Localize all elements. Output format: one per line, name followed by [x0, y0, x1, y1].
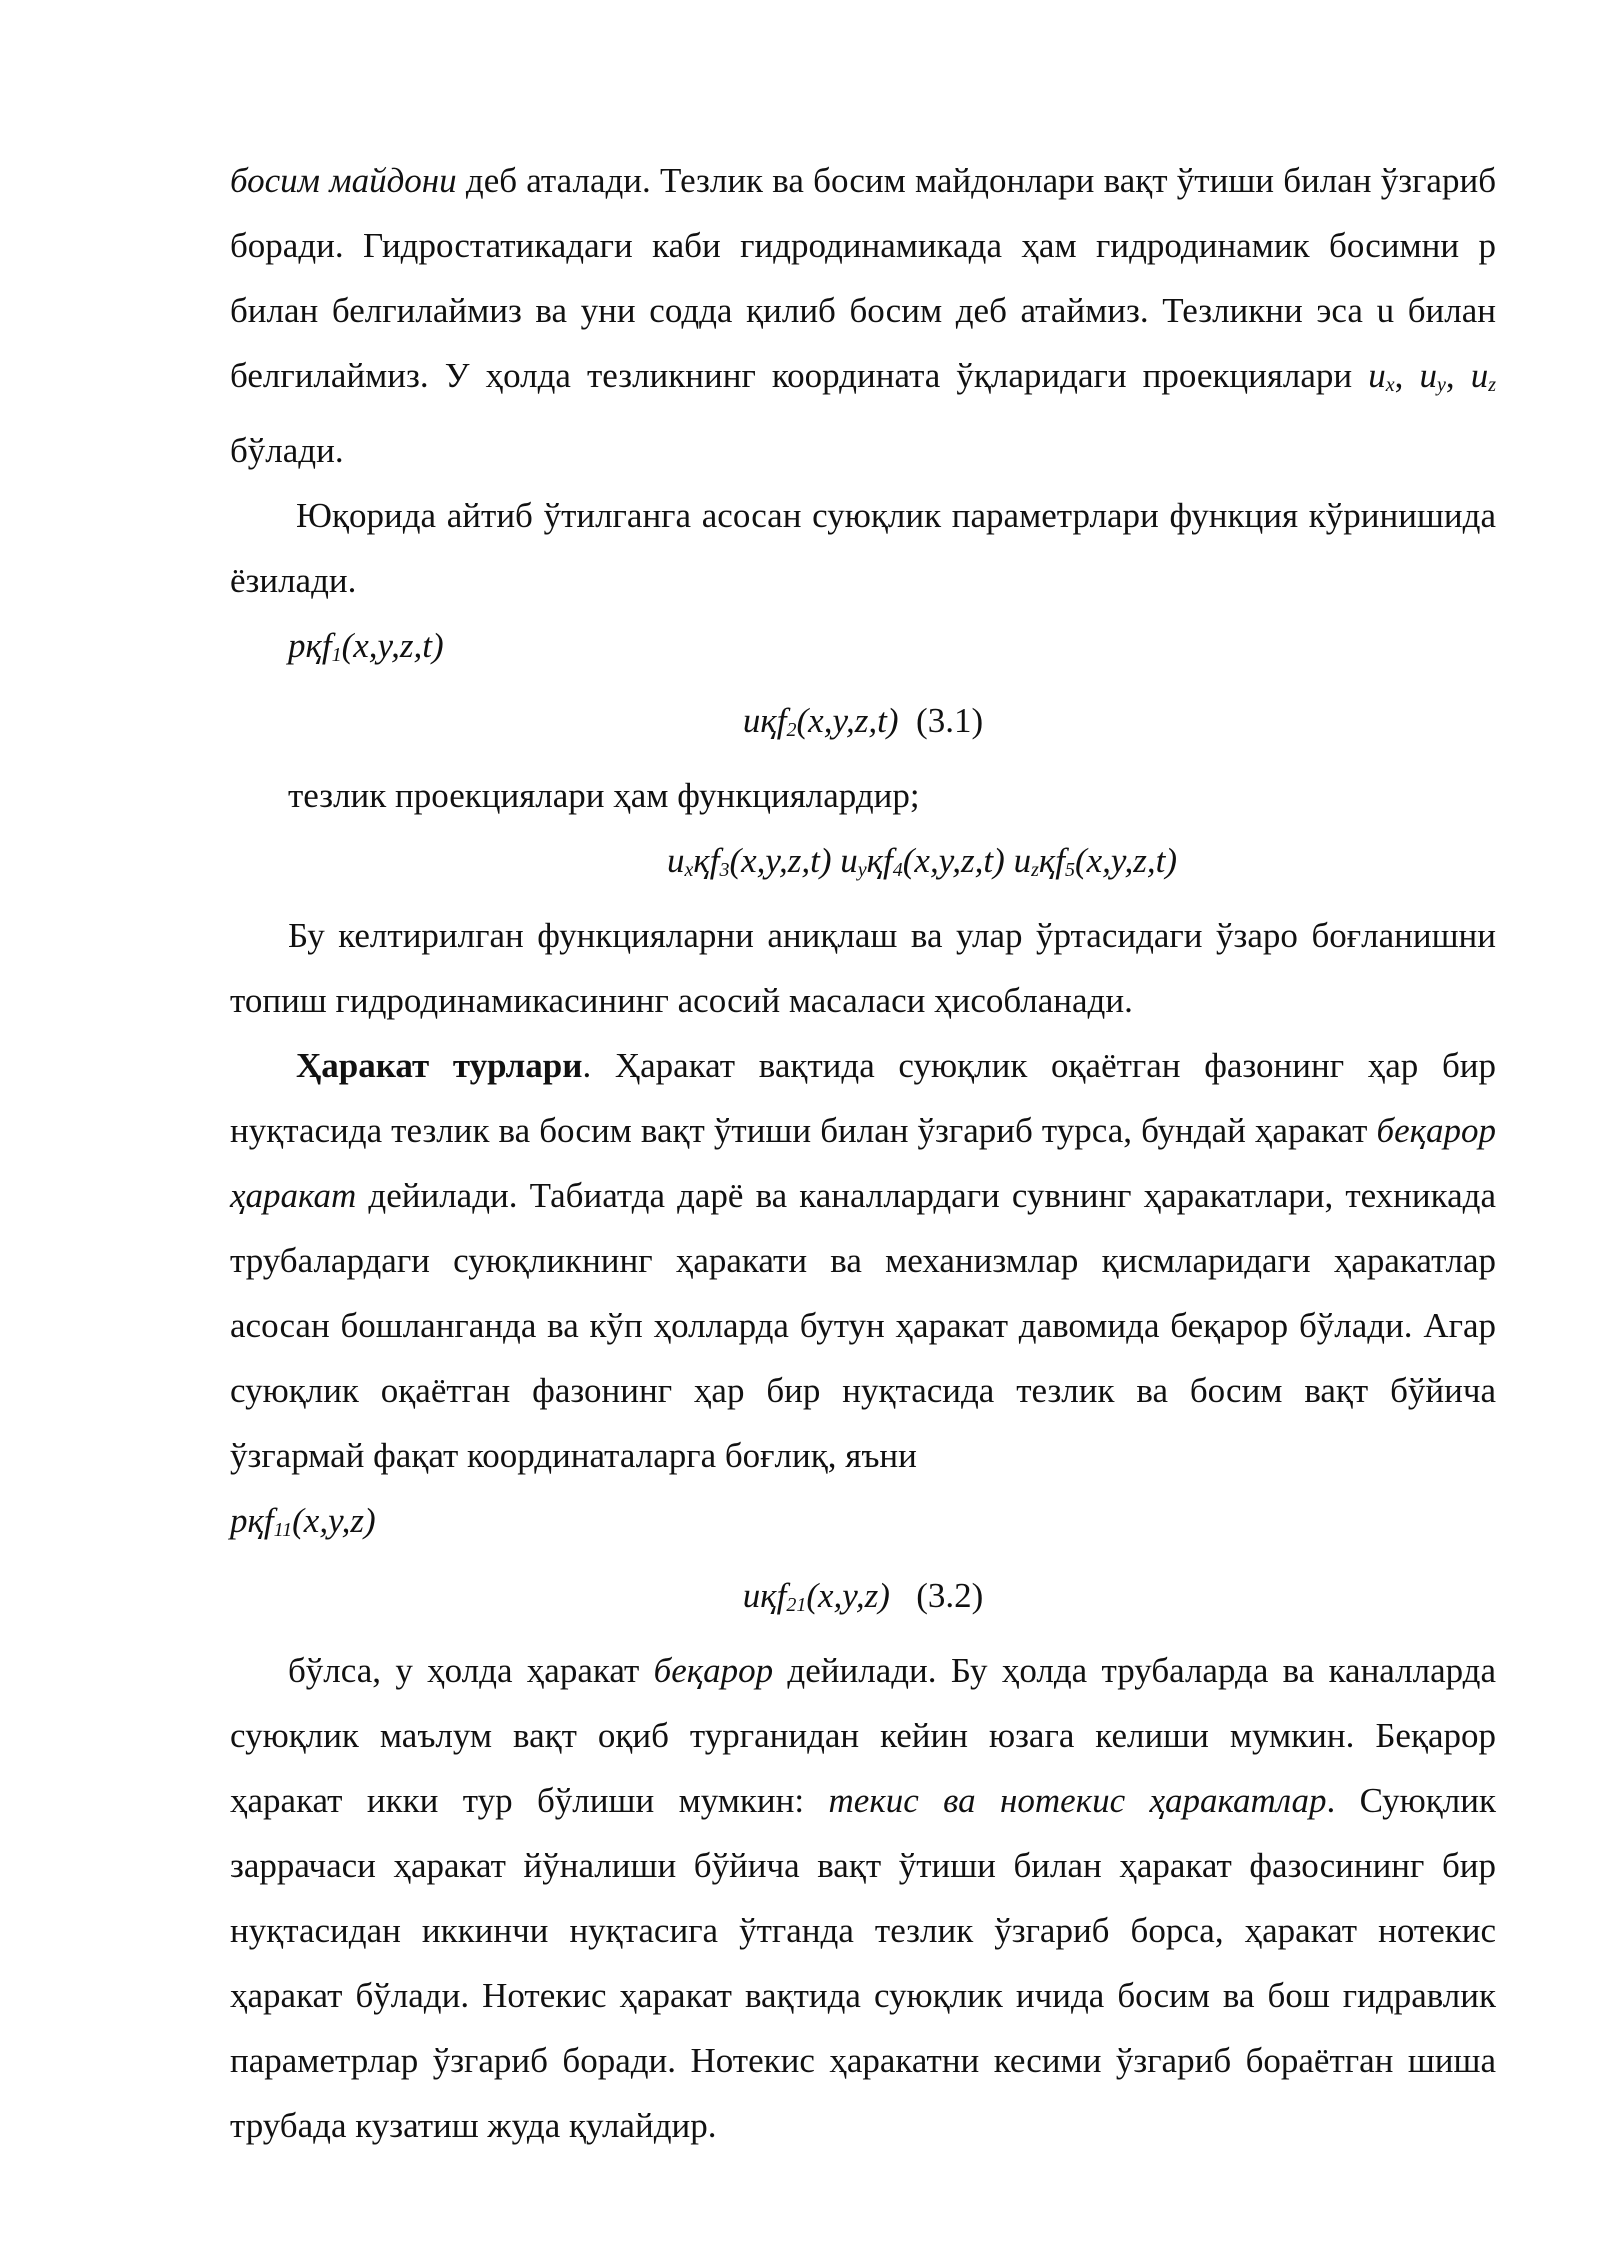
formula-text: қf [1038, 841, 1065, 880]
formula-projections [230, 828, 1496, 903]
term-pressure-field: босим майдони [230, 161, 457, 200]
formula-velocity-3-1 [230, 688, 1496, 763]
term-unsteady: беқарор [653, 1651, 774, 1690]
term-uniform-nonuniform: текис ва нотекис ҳаракатлар [828, 1781, 1327, 1820]
formula-text: uқf [742, 1576, 787, 1615]
paragraph-motion-types [230, 1033, 1496, 1488]
subscript: z [1031, 859, 1039, 881]
paragraph-steady-motion [230, 1638, 1496, 2158]
subscript: y [857, 859, 867, 881]
formula-args: (x,y,z) [292, 1501, 376, 1540]
symbol-u: u [1470, 356, 1489, 395]
paragraph-text: дейилади. Табиатда дарё ва каналлардаги сувнинг ҳаракатлари, техникада трубалардаги суюқликнинг ҳаракати ва механизмлар қисмларидаги ҳаракатлар асосан бошланганда ва кўп ҳолларда бутун ҳаракат давомида беқарор бўлади. Агар суюқлик оқаётган фазонинг ҳар бир нуқтасида тезлик ва босим вақт бўйича ўзгармай фақат координаталарга боғлиқ, яъни [230, 1176, 1496, 1475]
term-unsteady-motion: беқарор ҳаракат [230, 1111, 1496, 1215]
formula-args: (x,y,z,t) [341, 626, 444, 665]
formula-args: (x,y,z,t) [796, 701, 899, 740]
paragraph-text: деб аталади. Тезлик ва босим майдонлари вақт ўтиши билан ўзгариб боради. Гидростатикадаги каби гидродинамикада ҳам гидродинамик босимни р билан белгилаймиз ва уни содда қилиб босим деб атаймиз. Тезликни эса u билан белгилаймиз. У ҳолда тезликнинг координата ўқларидаги проекциялари [230, 161, 1497, 395]
section-heading: Ҳаракат турлари [296, 1046, 583, 1085]
subscript: 21 [786, 1594, 807, 1616]
paragraph-function-form: Юқорида айтиб ўтилганга асосан суюқлик параметрлари функция кўринишида ёзилади. [230, 496, 1496, 600]
paragraph-text: бўлади. [230, 431, 344, 470]
paragraph-pressure-field [230, 148, 1496, 483]
paragraph-main-task: Бу келтирилган функцияларни аниқлаш ва улар ўртасидаги ўзаро боғланишни топиш гидродинамикасининг асосий масаласи ҳисобланади. [230, 916, 1496, 1020]
subscript: z [1488, 374, 1497, 396]
formula-pressure-steady [230, 1488, 1496, 1563]
paragraph-text: бўлса, у ҳолда ҳаракат [288, 1651, 654, 1690]
document-page [230, 148, 1496, 2158]
subscript: 1 [331, 644, 342, 666]
formula-args: (x,y,z,t) [902, 841, 1014, 880]
subscript: 2 [786, 719, 797, 741]
formula-pressure [230, 613, 1496, 688]
formula-text: рқf [288, 626, 332, 665]
equation-number: (3.1) [898, 701, 984, 740]
symbol-u: u [1013, 841, 1032, 880]
separator: , [1394, 356, 1420, 395]
symbol-u: u [666, 841, 685, 880]
formula-args: (x,y,z) [806, 1576, 890, 1615]
subscript: 11 [273, 1519, 293, 1541]
subscript: 5 [1064, 859, 1075, 881]
paragraph-text: дейилади. Бу ҳолда трубаларда ва каналларда суюқлик маълум вақт оқиб турганидан кейин юзага келиши мумкин. Беқарор ҳаракат икки тур бўлиши мумкин: [230, 1651, 1496, 1820]
subscript: x [684, 859, 694, 881]
subscript: 3 [719, 859, 730, 881]
formula-text: қf [693, 841, 720, 880]
equation-number: (3.2) [889, 1576, 984, 1615]
formula-text: қf [866, 841, 893, 880]
subscript: y [1436, 374, 1446, 396]
paragraph-text: . Ҳаракат вақтида суюқлик оқаётган фазонинг ҳар бир нуқтасида тезлик ва босим вақт ўтиши билан ўзгариб турса, бундай ҳаракат [230, 1046, 1496, 1150]
paragraph-projections: тезлик проекциялари ҳам функциялардир; [288, 776, 920, 815]
separator: , [1445, 356, 1471, 395]
formula-text: рқf [230, 1501, 274, 1540]
subscript: x [1385, 374, 1395, 396]
symbol-u: u [1419, 356, 1437, 395]
formula-args: (x,y,z,t) [1074, 841, 1178, 880]
subscript: 4 [892, 859, 903, 881]
formula-text: uқf [742, 701, 787, 740]
symbol-u: u [1368, 356, 1386, 395]
symbol-u: u [840, 841, 858, 880]
formula-velocity-3-2 [230, 1563, 1496, 1638]
paragraph-text: . Суюқлик заррачаси ҳаракат йўналиши бўйича вақт ўтиши билан ҳаракат фазосининг бир нуқтасидан иккинчи нуқтасига ўтганда тезлик ўзгариб борса, ҳаракат нотекис ҳаракат бўлади. Нотекис ҳаракат вақтида суюқлик ичида босим ва бош гидравлик параметрлар ўзгариб боради. Нотекис ҳаракатни кесими ўзгариб бораётган шиша трубада кузатиш жуда қулайдир. [230, 1781, 1496, 2145]
formula-args: (x,y,z,t) [729, 841, 841, 880]
